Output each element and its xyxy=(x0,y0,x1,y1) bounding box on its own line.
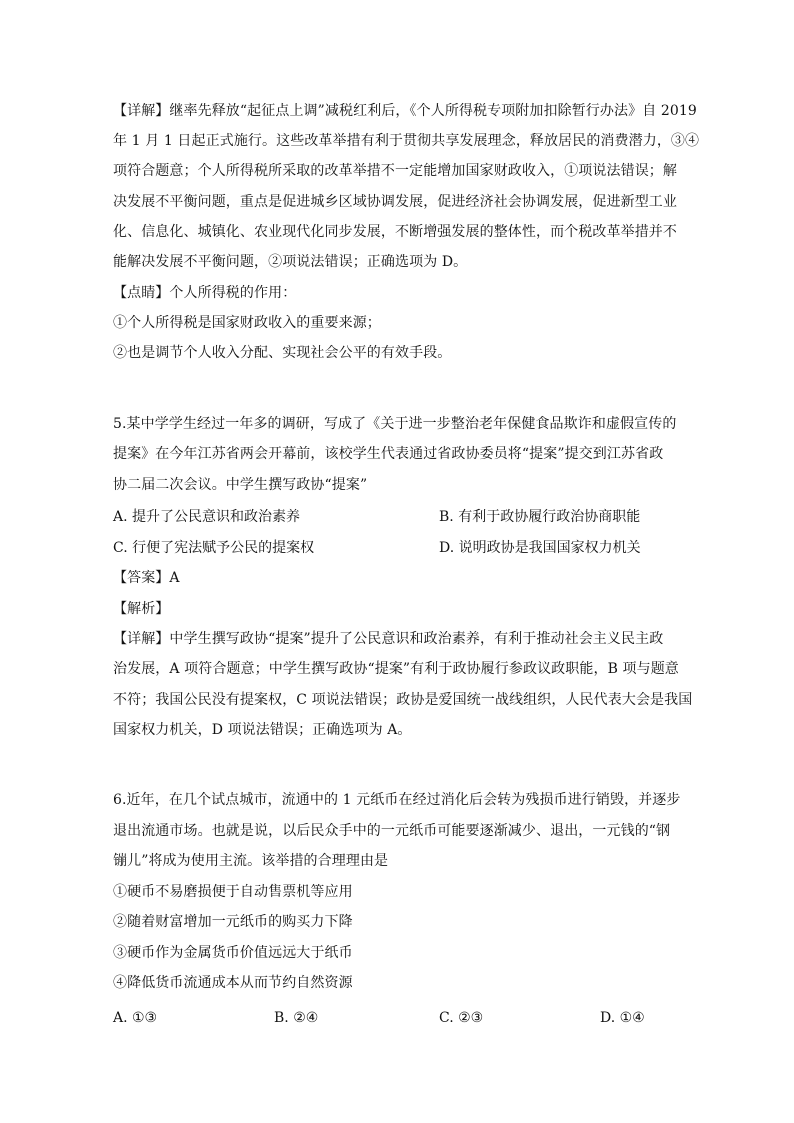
q5-stem-line: 提案》在今年江苏省两会开幕前，该校学生代表通过省政协委员将“提案”提交到江苏省政 xyxy=(113,446,664,462)
q5-detail-line: 治发展，A 项符合题意；中学生撰写政协“提案”有利于政协履行参政议政职能，B 项与题意 xyxy=(113,661,679,677)
q5-option-d: D. 说明政协是我国国家权力机关 xyxy=(439,540,641,556)
prev-detail-line: 化、信息化、城镇化、农业现代化同步发展，不断增强发展的整体性，而个税改革举措并不 xyxy=(113,224,677,240)
q6-item: ④降低货币流通成本从而节约自然资源 xyxy=(113,975,353,991)
q5-stem-line: 协二届二次会议。中学生撰写政协“提案” xyxy=(113,477,368,493)
q5-detail-line: 国家权力机关，D 项说法错误；正确选项为 A。 xyxy=(113,722,412,738)
prev-detail-line: 【详解】继率先释放“起征点上调”减税红利后，《个人所得税专项附加扣除暂行办法》自 2019 xyxy=(113,103,697,119)
q6-option-a: A. ①③ xyxy=(113,1010,158,1026)
q5-answer: 【答案】A xyxy=(113,570,180,586)
q6-stem-line: 6.近年，在几个试点城市，流通中的 1 元纸币在经过消化后会转为残损币进行销毁，并逐步 xyxy=(113,792,681,808)
q5-stem-line: 5.某中学学生经过一年多的调研，写成了《关于进一步整治老年保健食品欺诈和虚假宣传的 xyxy=(113,416,677,432)
prev-tip-line: ②也是调节个人收入分配、实现社会公平的有效手段。 xyxy=(113,345,452,361)
q6-stem-line: 退出流通市场。也就是说，以后民众手中的一元纸币可能要逐渐减少、退出，一元钱的“钢 xyxy=(113,823,671,839)
prev-tip-line: 【点睛】个人所得税的作用： xyxy=(113,285,297,301)
q5-option-a: A. 提升了公民意识和政治素养 xyxy=(113,509,301,525)
prev-detail-line: 决发展不平衡问题，重点是促进城乡区域协调发展，促进经济社会协调发展，促进新型工业 xyxy=(113,194,677,210)
q6-item: ③硬币作为金属货币价值远远大于纸币 xyxy=(113,945,353,961)
prev-detail-line: 项符合题意；个人所得税所采取的改革举措不一定能增加国家财政收入，①项说法错误；解 xyxy=(113,163,677,179)
q6-item: ①硬币不易磨损便于自动售票机等应用 xyxy=(113,884,353,900)
q6-stem-line: 镚儿”将成为使用主流。该举措的合理理由是 xyxy=(113,853,389,869)
q6-option-c: C. ②③ xyxy=(439,1010,484,1026)
q5-analysis-label: 【解析】 xyxy=(113,601,170,617)
prev-tip-line: ①个人所得税是国家财政收入的重要来源； xyxy=(113,315,381,331)
prev-detail-line: 年 1 月 1 日起正式施行。这些改革举措有利于贯彻共享发展理念，释放居民的消费潜力，③④ xyxy=(113,133,700,149)
q6-option-b: B. ②④ xyxy=(274,1010,319,1026)
q5-detail-line: 【详解】中学生撰写政协“提案”提升了公民意识和政治素养，有利于推动社会主义民主政 xyxy=(113,631,664,647)
q6-option-d: D. ①④ xyxy=(600,1010,645,1026)
q5-detail-line: 不符；我国公民没有提案权，C 项说法错误；政协是爱国统一战线组织，人民代表大会是我国 xyxy=(113,692,693,708)
q5-option-b: B. 有利于政协履行政治协商职能 xyxy=(439,509,641,525)
q5-option-c: C. 行便了宪法赋予公民的提案权 xyxy=(113,540,315,556)
prev-detail-line: 能解决发展不平衡问题，②项说法错误；正确选项为 D。 xyxy=(113,254,468,270)
q6-item: ②随着财富增加一元纸币的购买力下降 xyxy=(113,914,353,930)
